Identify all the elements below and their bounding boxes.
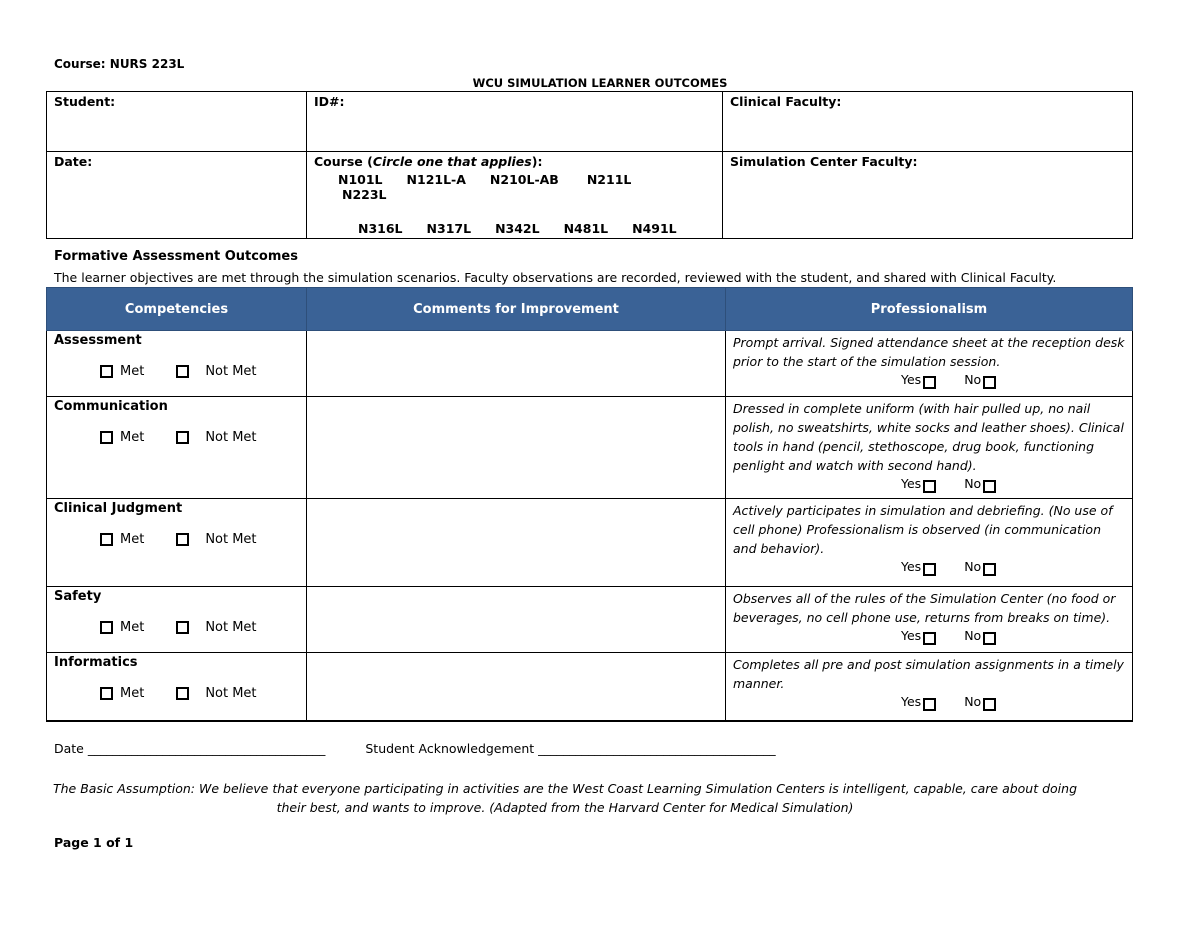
competency-cell — [47, 331, 307, 397]
course-label: Course (Circle one that applies): — [314, 154, 543, 169]
met-checkbox[interactable] — [100, 431, 113, 444]
met-label: Met — [120, 364, 145, 379]
course-codes-row1 — [314, 172, 715, 202]
yes-checkbox[interactable] — [923, 480, 936, 493]
yes-checkbox[interactable] — [923, 376, 936, 389]
not-met-label: Not Met — [205, 430, 257, 445]
course-code[interactable]: N121L-A — [406, 172, 466, 187]
met-checkbox[interactable] — [100, 687, 113, 700]
no-label: No — [964, 694, 982, 709]
course-code[interactable]: N223L — [342, 187, 387, 202]
competency-name: Clinical Judgment — [54, 501, 183, 516]
professionalism-text: Prompt arrival. Signed attendance sheet at the reception desk prior to the start of the simulation session. — [733, 335, 1125, 369]
competency-cell — [47, 499, 307, 587]
clinical-faculty-label: Clinical Faculty: — [730, 94, 842, 109]
course-code[interactable]: N481L — [563, 221, 609, 236]
professionalism-text: Observes all of the rules of the Simulation Center (no food or beverages, no cell phone use, returns from breaks on time). — [733, 591, 1116, 625]
no-checkbox[interactable] — [983, 376, 996, 389]
info-table — [46, 91, 1133, 239]
yes-checkbox[interactable] — [923, 632, 936, 645]
not-met-checkbox[interactable] — [176, 431, 189, 444]
met-checkbox[interactable] — [100, 533, 113, 546]
professionalism-cell — [726, 499, 1133, 587]
student-field[interactable] — [47, 92, 307, 152]
not-met-checkbox[interactable] — [176, 687, 189, 700]
id-field[interactable] — [307, 92, 723, 152]
basic-assumption — [0, 779, 1130, 817]
course-codes-row2 — [314, 221, 715, 236]
sim-faculty-label: Simulation Center Faculty: — [730, 154, 918, 169]
no-label: No — [964, 372, 982, 387]
header-comments: Comments for Improvement — [307, 288, 726, 331]
assumption-line-2: their best, and wants to improve. (Adapted from the Harvard Center for Medical Simulation) — [276, 800, 854, 815]
not-met-label: Not Met — [205, 532, 257, 547]
professionalism-text: Actively participates in simulation and debriefing. (No use of cell phone) Professionalism is observed (in communication and behavior). — [733, 503, 1113, 556]
id-label: ID#: — [314, 94, 345, 109]
table-row — [47, 653, 1133, 721]
professionalism-text: Dressed in complete uniform (with hair pulled up, no nail polish, no sweatshirts, white socks and leather shoes). Clinical tools in hand (pencil, stethoscope, drug book, functioning penlight and watch with second hand). — [733, 401, 1124, 473]
assumption-line-1: The Basic Assumption: We believe that everyone participating in activities are the West Coast Learning Simulation Centers is intelligent, capable, care about doing — [52, 781, 1078, 796]
not-met-label: Not Met — [205, 686, 257, 701]
yes-checkbox[interactable] — [923, 563, 936, 576]
date-field[interactable] — [47, 152, 307, 239]
professionalism-cell — [726, 653, 1133, 721]
comments-cell[interactable] — [307, 653, 726, 721]
clinical-faculty-field[interactable] — [723, 92, 1133, 152]
no-checkbox[interactable] — [983, 480, 996, 493]
formative-title: Formative Assessment Outcomes — [54, 249, 298, 264]
met-label: Met — [120, 686, 145, 701]
table-row — [47, 499, 1133, 587]
course-code[interactable]: N342L — [495, 221, 540, 236]
comments-cell[interactable] — [307, 397, 726, 499]
met-label: Met — [120, 620, 145, 635]
met-checkbox[interactable] — [100, 621, 113, 634]
competency-cell — [47, 653, 307, 721]
competency-name: Communication — [54, 399, 168, 414]
no-checkbox[interactable] — [983, 698, 996, 711]
course-code[interactable]: N211L — [586, 172, 632, 187]
course-field — [307, 152, 723, 239]
header-professionalism: Professionalism — [726, 288, 1133, 331]
signature-line — [54, 741, 776, 756]
table-row — [47, 587, 1133, 653]
not-met-label: Not Met — [205, 364, 257, 379]
student-acknowledgement[interactable]: Student Acknowledgement ______________________________________ — [365, 741, 776, 756]
yes-label: Yes — [901, 628, 922, 643]
course-code[interactable]: N317L — [426, 221, 472, 236]
no-label: No — [964, 476, 982, 491]
competency-cell — [47, 587, 307, 653]
competency-name: Informatics — [54, 655, 138, 670]
yes-label: Yes — [901, 559, 922, 574]
not-met-checkbox[interactable] — [176, 533, 189, 546]
page-number: Page 1 of 1 — [54, 835, 134, 850]
outcomes-table — [46, 287, 1133, 722]
course-code[interactable]: N101L — [338, 172, 383, 187]
yes-label: Yes — [901, 372, 922, 387]
comments-cell[interactable] — [307, 587, 726, 653]
not-met-checkbox[interactable] — [176, 621, 189, 634]
course-code[interactable]: N210L-AB — [489, 172, 559, 187]
course-line: Course: NURS 223L — [54, 57, 185, 71]
comments-cell[interactable] — [307, 499, 726, 587]
formative-description: The learner objectives are met through the simulation scenarios. Faculty observations are recorded, reviewed with the student, and shared with Clinical Faculty. — [54, 270, 1057, 285]
table-row — [47, 397, 1133, 499]
competency-name: Safety — [54, 589, 102, 604]
student-label: Student: — [54, 94, 116, 109]
met-checkbox[interactable] — [100, 365, 113, 378]
date-label: Date: — [54, 154, 93, 169]
professionalism-cell — [726, 587, 1133, 653]
no-checkbox[interactable] — [983, 632, 996, 645]
competency-cell — [47, 397, 307, 499]
not-met-checkbox[interactable] — [176, 365, 189, 378]
course-code[interactable]: N316L — [358, 221, 403, 236]
no-label: No — [964, 559, 982, 574]
met-label: Met — [120, 532, 145, 547]
yes-checkbox[interactable] — [923, 698, 936, 711]
yes-label: Yes — [901, 694, 922, 709]
date-signature[interactable]: Date ______________________________________ — [54, 741, 326, 756]
no-checkbox[interactable] — [983, 563, 996, 576]
sim-faculty-field[interactable] — [723, 152, 1133, 239]
met-label: Met — [120, 430, 145, 445]
table-row — [47, 331, 1133, 397]
course-code[interactable]: N491L — [632, 221, 677, 236]
form-title: WCU SIMULATION LEARNER OUTCOMES — [472, 76, 728, 90]
yes-label: Yes — [901, 476, 922, 491]
comments-cell[interactable] — [307, 331, 726, 397]
professionalism-cell — [726, 331, 1133, 397]
professionalism-text: Completes all pre and post simulation assignments in a timely manner. — [733, 657, 1124, 691]
header-competencies: Competencies — [47, 288, 307, 331]
competency-name: Assessment — [54, 333, 142, 348]
not-met-label: Not Met — [205, 620, 257, 635]
no-label: No — [964, 628, 982, 643]
professionalism-cell — [726, 397, 1133, 499]
